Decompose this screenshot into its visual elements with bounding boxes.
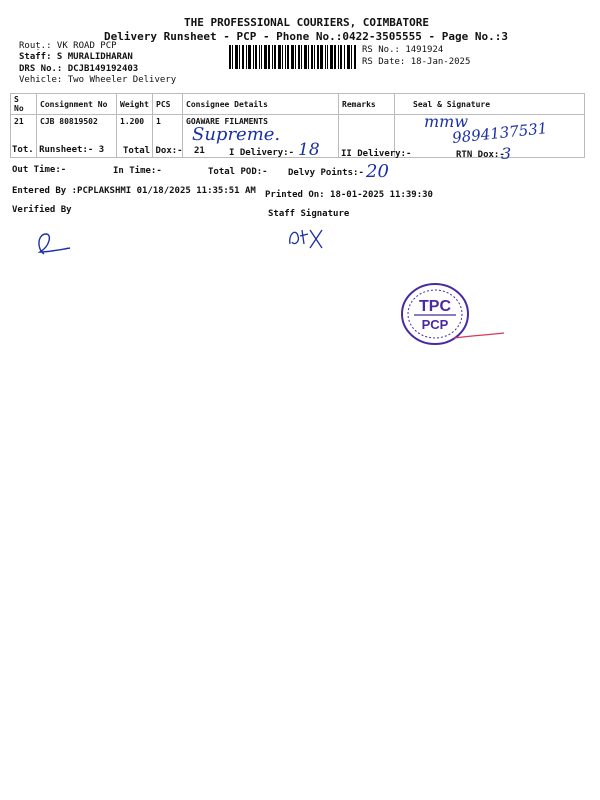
company-title: THE PROFESSIONAL COURIERS, COIMBATORE — [184, 16, 430, 29]
handwritten-consignee-note: Supreme. — [192, 124, 281, 145]
col-header-pcs: PCS — [153, 94, 183, 115]
handwritten-i-delivery: 18 — [298, 140, 320, 160]
col-header-weight: Weight — [117, 94, 153, 115]
rtn-dox-label: RTN Dox:- — [456, 150, 505, 160]
delvy-points-label: Delvy Points:- — [288, 168, 364, 178]
cell-consignee: GOAWARE FILAMENTS — [183, 115, 339, 158]
out-time-label: Out Time:- — [12, 165, 67, 175]
rs-date: RS Date: 18-Jan-2025 — [362, 57, 471, 67]
verified-by-label: Verified By — [12, 205, 72, 215]
handwritten-seal-phone: 9894137531 — [451, 119, 549, 147]
cell-pcs: 1 — [153, 115, 183, 158]
stamp-bottom-text: PCP — [421, 317, 449, 332]
printed-on: Printed On: 18-01-2025 11:39:30 — [265, 190, 433, 200]
staff-label: Staff: S MURALIDHARAN — [19, 52, 133, 62]
total-dox-label: Total Dox:- — [123, 146, 183, 156]
col-header-sno: S No — [11, 94, 37, 115]
in-time-label: In Time:- — [113, 166, 162, 176]
stamp-red-line — [452, 330, 508, 342]
col-header-remarks: Remarks — [339, 94, 395, 115]
runsheet-subtitle: Delivery Runsheet - PCP - Phone No.:0422-3505555 - Page No.:3 — [104, 30, 508, 43]
tot-runsheet: Tot. Runsheet:- 3 — [12, 145, 105, 155]
entered-by: Entered By :PCPLAKSHMI 01/18/2025 11:35:51 AM — [12, 186, 256, 196]
stamp-top-text: TPC — [419, 298, 451, 315]
i-delivery-label: I Delivery:- — [229, 148, 295, 158]
route-label: Rouṭ.: VK ROAD PCP — [19, 41, 117, 51]
barcode-image — [229, 45, 357, 69]
handwritten-delvy-points: 20 — [366, 161, 389, 182]
rs-number: RS No.: 1491924 — [362, 45, 444, 55]
vehicle-label: Vehicle: Two Wheeler Delivery — [19, 75, 177, 85]
verified-signature — [30, 228, 80, 260]
staff-signature — [284, 220, 328, 254]
cell-weight: 1.200 — [117, 115, 153, 158]
handwritten-rtn-dox: 3 — [501, 144, 512, 163]
col-header-consignee: Consignee Details — [183, 94, 339, 115]
ii-delivery-label: II Delivery:- — [341, 149, 412, 159]
cell-sno: 21 — [11, 115, 37, 158]
total-pod-label: Total POD:- — [208, 167, 268, 177]
col-header-consignment: Consignment No — [37, 94, 117, 115]
col-header-seal: Seal & Signature — [395, 94, 585, 115]
cell-consignment: CJB 80819502 — [37, 115, 117, 158]
drs-number: DRS No.: DCJB149192403 — [19, 64, 139, 74]
staff-signature-label: Staff Signature — [268, 209, 350, 219]
handwritten-seal-name: mmw — [424, 112, 469, 131]
total-dox-value: 21 — [194, 146, 205, 156]
